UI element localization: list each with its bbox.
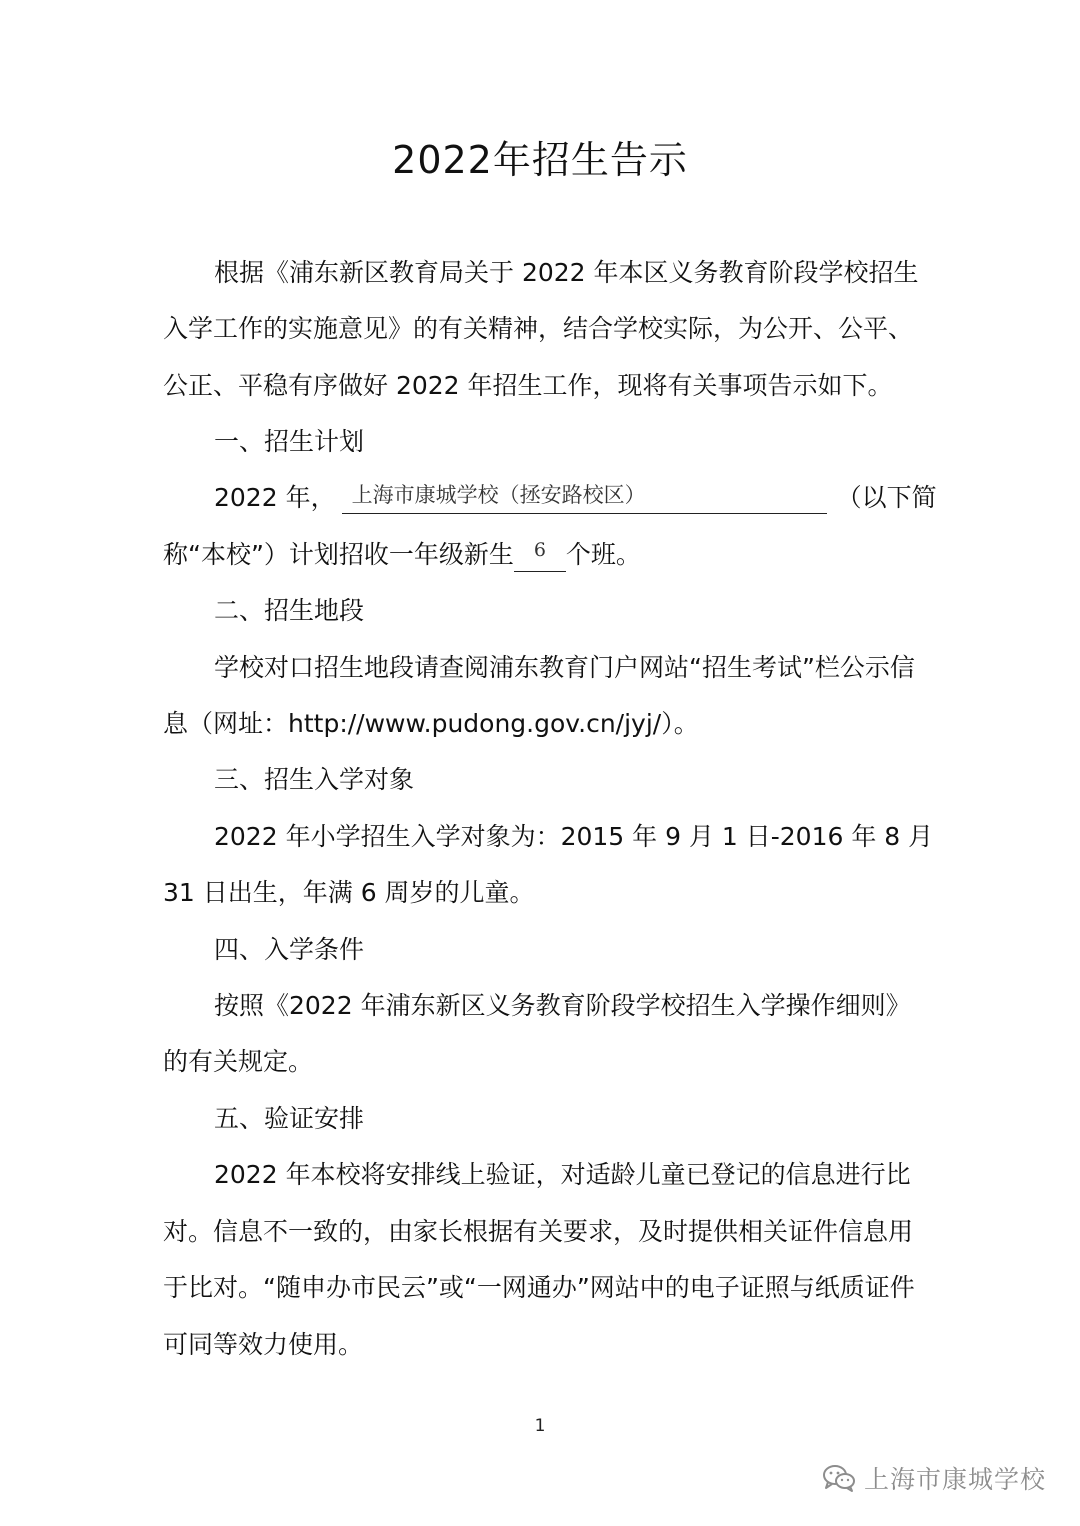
section-5-heading: 五、验证安排 [214,1104,365,1133]
section-2-heading: 二、招生地段 [214,596,365,625]
section-5-line-1: 2022 年本校将安排线上验证，对适龄儿童已登记的信息进行比 [214,1160,911,1189]
section-1-heading: 一、招生计划 [214,427,365,456]
intro-line-1: 根据《浦东新区教育局关于 2022 年本区义务教育阶段学校招生 [214,258,919,287]
section-5-line-4: 可同等效力使用。 [163,1330,364,1359]
section-5-line-2: 对。信息不一致的，由家长根据有关要求，及时提供相关证件信息用 [163,1217,914,1246]
plan-abbrev-prefix: 称“本校”）计划招收一年级新生 [163,540,514,569]
section-4-line-1: 按照《2022 年浦东新区义务教育阶段学校招生入学操作细则》 [214,991,911,1020]
plan-class-suffix: 个班。 [565,540,641,569]
class-count-field: 6 [514,537,566,572]
section-2-line-2: 息（网址：http://www.pudong.gov.cn/jyj/）。 [163,709,699,738]
section-3-line-2: 31 日出生，年满 6 周岁的儿童。 [163,878,535,907]
wechat-icon [822,1463,856,1493]
page-number: 1 [534,1416,546,1436]
section-4-line-2: 的有关规定。 [163,1047,314,1076]
plan-abbrev-suffix: （以下简 [836,483,937,512]
section-4-heading: 四、入学条件 [214,935,365,964]
school-name-field: 上海市康城学校（拯安路校区） [342,480,827,514]
wechat-watermark [822,1458,1046,1498]
watermark-account-name: 上海市康城学校 [863,1465,1046,1494]
enrollment-plan-line-2 [163,535,641,575]
plan-year-prefix: 2022 年， [214,483,336,512]
section-3-line-1: 2022 年小学招生入学对象为：2015 年 9 月 1 日-2016 年 8 月 [214,822,934,851]
section-2-line-1: 学校对口招生地段请查阅浦东教育门户网站“招生考试”栏公示信 [214,653,915,682]
enrollment-plan-line-1 [214,478,937,518]
intro-line-2: 入学工作的实施意见》的有关精神，结合学校实际，为公开、公平、 [163,314,914,343]
intro-line-3: 公正、平稳有序做好 2022 年招生工作，现将有关事项告示如下。 [163,371,893,400]
page-title: 2022年招生告示 [392,138,688,182]
section-5-line-3: 于比对。“随申办市民云”或“一网通办”网站中的电子证照与纸质证件 [163,1273,915,1302]
section-3-heading: 三、招生入学对象 [214,765,415,794]
